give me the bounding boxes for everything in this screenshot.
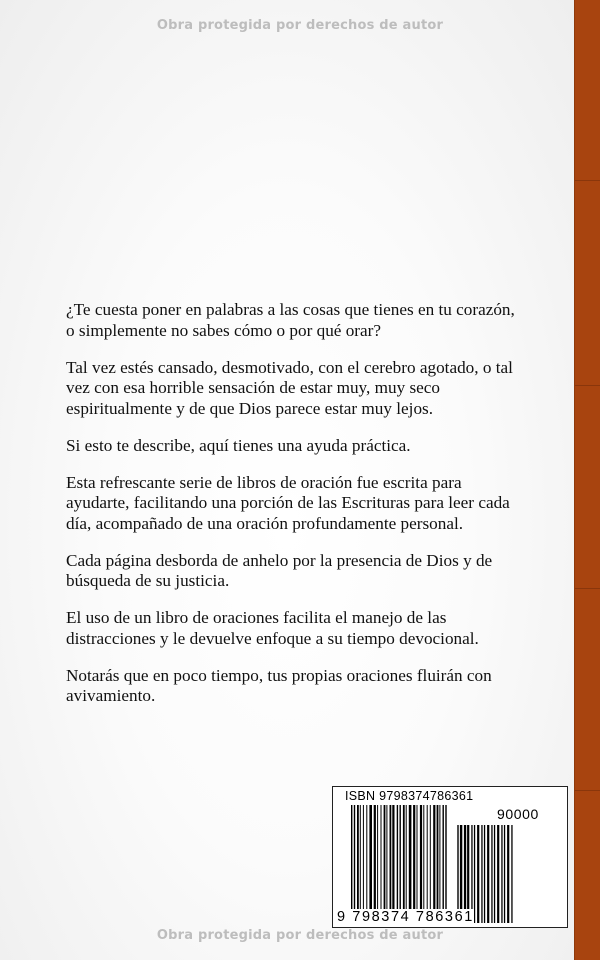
barcode-bar [400,805,401,917]
barcode-bar [443,805,444,917]
price-code: 90000 [497,806,539,822]
barcode-bar [366,805,367,909]
barcode-bar [417,805,418,909]
barcode-bar [430,805,431,909]
copyright-watermark-top: Obra protegida por derechos de autor [156,18,444,33]
barcode-bar [406,805,407,909]
isbn-barcode [332,786,568,928]
barcode-bar [397,805,398,917]
blurb-paragraph: El uso de un libro de oraciones facilita el manejo de las distracciones y le devuelve enfoque a su tiempo devocional. [66,608,479,648]
barcode-bar [439,805,440,909]
spine-fold-line [575,385,600,386]
barcode-bar [351,805,352,917]
barcode-bar [507,825,509,923]
blurb-paragraph: Esta refrescante serie de libros de oración fue escrita para ayudarte, facilitando una porción de las Escrituras para leer cada día, acompañado de una oración profundamente personal. [66,472,510,533]
barcode-bar [369,805,372,909]
blurb-paragraph: Cada página desborda de anhelo por la presencia de Dios y de búsqueda de su justicia. [66,550,493,590]
barcode-digits: 9 798374 786361 [337,909,474,925]
barcode-bar [390,805,392,909]
blurb-paragraph: ¿Te cuesta poner en palabras a las cosas que tienes en tu corazón, o simplemente no sabes cómo o por qué orar? [66,300,515,340]
barcode-bar [409,805,412,909]
barcode-bar [445,805,446,917]
blurb-paragraph: Tal vez estés cansado, desmotivado, con el cerebro agotado, o tal vez con esa horrible sensación de estar muy, muy seco espiritualmente y de que Dios parece estar muy lejos. [66,357,513,418]
barcode-bar [392,805,394,909]
barcode-bar [420,805,422,909]
barcode-bar [360,805,361,909]
barcode-bar [423,805,424,909]
blurb-paragraph: Si esto te describe, aquí tienes una ayuda práctica. [66,435,411,455]
barcode-bar [374,805,376,909]
barcode-bars [333,787,567,927]
barcode-bar [386,805,387,909]
barcode-bar [377,805,378,909]
barcode-bar [501,825,502,923]
copyright-watermark-bottom: Obra protegida por derechos de autor [156,928,444,943]
barcode-bar [433,805,435,909]
barcode-bar [357,805,359,909]
barcode-bar [413,805,415,909]
blurb-paragraph: Notarás que en poco tiempo, tus propias oraciones fluirán con avivamiento. [66,665,492,705]
barcode-bar [491,825,492,923]
barcode-bar [481,825,482,923]
spine-fold-line [575,180,600,181]
barcode-bar [511,825,512,923]
barcode-bar [487,825,489,923]
barcode-bar [494,825,495,923]
spine-fold-line [575,790,600,791]
spine-fold-line [575,588,600,589]
barcode-bar [427,805,428,909]
barcode-bar [384,805,386,909]
barcode-bar [381,805,382,909]
barcode-bar [354,805,355,917]
barcode-bar [403,805,405,909]
barcode-bar [484,825,485,923]
barcode-bar [477,825,479,923]
isbn-label: ISBN 9798374786361 [345,789,474,803]
barcode-bar [437,805,439,909]
barcode-bar [497,825,499,923]
barcode-bar [474,825,475,923]
book-spine [574,0,600,960]
back-cover-blurb [66,300,518,723]
barcode-bar [504,825,505,923]
barcode-bar [363,805,364,909]
